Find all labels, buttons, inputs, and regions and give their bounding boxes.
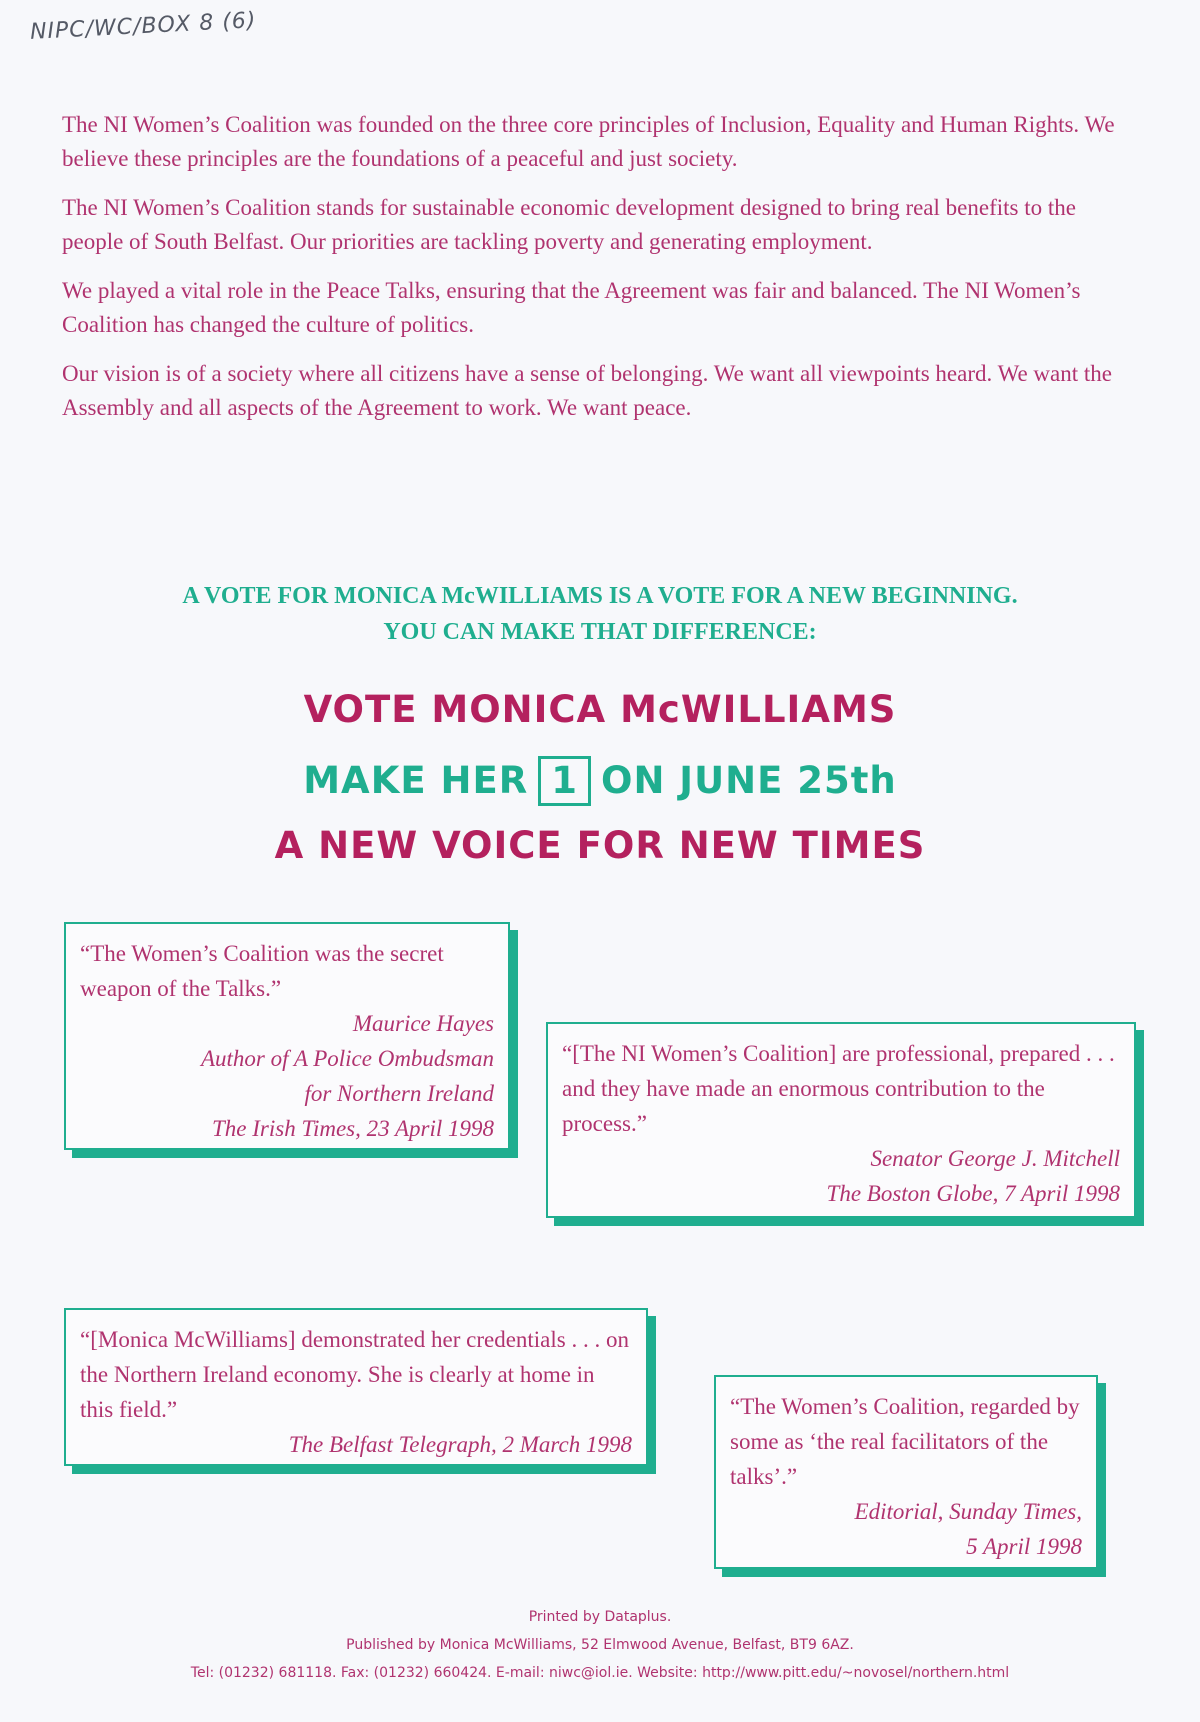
attribution-line: for Northern Ireland	[304, 1081, 494, 1106]
quote-text: “[The NI Women’s Coalition] are professional, prepared . . . and they have made an enormous contribution to the process.”	[562, 1041, 1115, 1136]
quote-text: “The Women’s Coalition, regarded by some as ‘the real facilitators of the talks’.”	[730, 1394, 1080, 1489]
intro-paragraph-peace-talks: We played a vital role in the Peace Talks, ensuring that the Agreement was fair and balanced. The NI Women’s Coalition has changed the culture of politics.	[62, 278, 1081, 337]
attribution-line: 5 April 1998	[966, 1534, 1082, 1559]
headline-slogan: A NEW VOICE FOR NEW TIMES	[274, 824, 926, 867]
quote-attribution	[562, 1141, 1120, 1211]
quote-attribution	[80, 1427, 632, 1462]
quote-attribution	[80, 1006, 494, 1146]
published-by: Published by Monica McWilliams, 52 Elmwood Avenue, Belfast, BT9 6AZ.	[346, 1637, 854, 1653]
make-her-text: MAKE HER	[303, 759, 529, 802]
headline-make-her-1	[0, 756, 1200, 806]
headline-vote: VOTE MONICA McWILLIAMS	[303, 688, 897, 731]
quote-box-sunday-times	[714, 1375, 1098, 1569]
attribution-line: The Boston Globe, 7 April 1998	[826, 1181, 1120, 1206]
quote-attribution	[730, 1494, 1082, 1564]
tagline-line-1: A VOTE FOR MONICA McWILLIAMS IS A VOTE FOR A NEW BEGINNING.	[182, 583, 1018, 609]
archive-reference-handwriting: NIPC/WC/BOX 8 (6)	[29, 8, 258, 45]
intro-paragraph-economy: The NI Women’s Coalition stands for sustainable economic development designed to bring real benefits to the people of South Belfast. Our priorities are tackling poverty and generating employment.	[62, 195, 1076, 254]
quote-box-george-mitchell	[546, 1022, 1136, 1218]
quote-text: “[Monica McWilliams] demonstrated her credentials . . . on the Northern Ireland economy. She is clearly at home in this field.”	[80, 1327, 629, 1422]
quote-box-belfast-telegraph	[64, 1308, 648, 1466]
intro-section	[62, 108, 1142, 440]
attribution-line: Senator George J. Mitchell	[870, 1146, 1120, 1171]
quote-text: “The Women’s Coalition was the secret weapon of the Talks.”	[80, 941, 444, 1001]
tagline	[0, 578, 1200, 650]
attribution-line: Author of A Police Ombudsman	[200, 1046, 494, 1071]
ballot-number-box: 1	[538, 756, 591, 806]
attribution-line: Editorial, Sunday Times,	[854, 1499, 1082, 1524]
attribution-line: Maurice Hayes	[352, 1011, 494, 1036]
on-date-text: ON JUNE 25th	[601, 759, 897, 802]
contact-details: Tel: (01232) 681118. Fax: (01232) 660424. E-mail: niwc@iol.ie. Website: http://www.pitt.edu/~novosel/northern.html	[190, 1665, 1010, 1681]
attribution-line: The Irish Times, 23 April 1998	[212, 1116, 494, 1141]
attribution-line: The Belfast Telegraph, 2 March 1998	[288, 1432, 632, 1457]
tagline-line-2: YOU CAN MAKE THAT DIFFERENCE:	[383, 619, 817, 645]
intro-paragraph-principles: The NI Women’s Coalition was founded on the three core principles of Inclusion, Equality and Human Rights. We believe these principles are the foundations of a peaceful and just society.	[62, 112, 1115, 171]
imprint-footer	[0, 1603, 1200, 1687]
intro-paragraph-vision: Our vision is of a society where all citizens have a sense of belonging. We want all viewpoints heard. We want the Assembly and all aspects of the Agreement to work. We want peace.	[62, 361, 1112, 420]
printed-by: Printed by Dataplus.	[528, 1609, 672, 1625]
quote-box-maurice-hayes	[64, 922, 510, 1150]
